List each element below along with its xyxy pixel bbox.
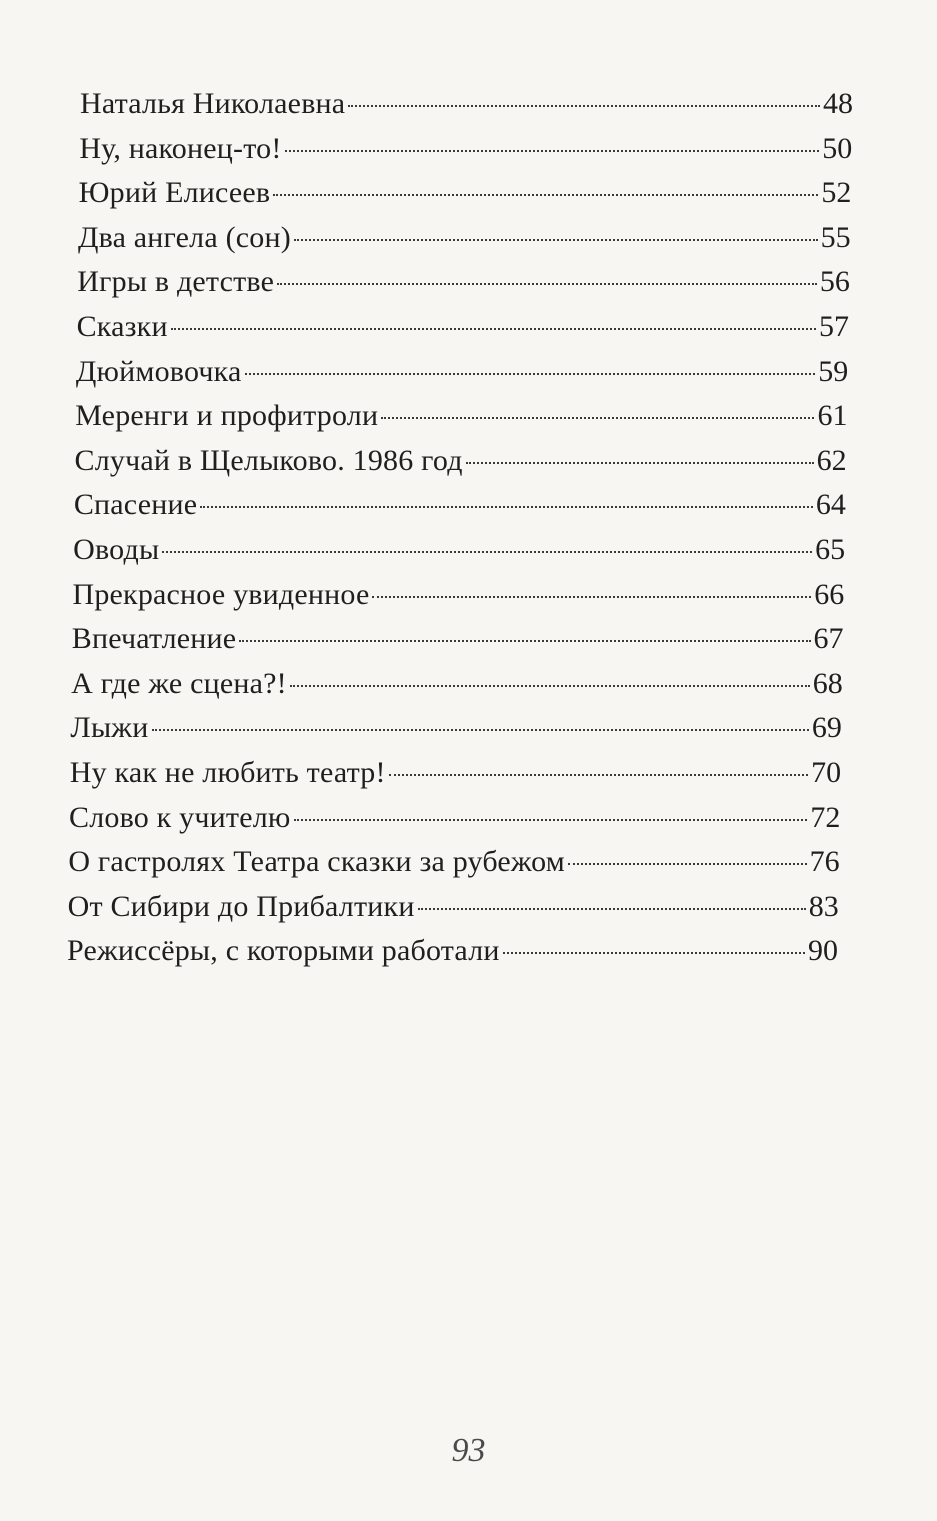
toc-entry-title: Оводы: [73, 533, 160, 566]
toc-entry-title: Сказки: [76, 310, 168, 343]
toc-entry-title: Прекрасное увиденное: [72, 577, 370, 611]
toc-entry: [77, 260, 850, 304]
toc-entry-title: Случай в Щелыково. 1986 год: [74, 443, 463, 477]
toc-dot-leader: [381, 417, 814, 419]
toc-entry-page: 55: [820, 220, 851, 254]
toc-dot-leader: [239, 640, 810, 642]
toc-dot-leader: [245, 373, 816, 375]
toc-entry-page: 50: [822, 131, 853, 165]
toc-entry-page: 72: [810, 800, 841, 834]
toc-dot-leader: [348, 105, 820, 107]
toc-dot-leader: [503, 952, 805, 954]
toc-entry-title: А где же сцена?!: [71, 666, 287, 700]
toc-entry: [68, 885, 839, 929]
toc-dot-leader: [273, 194, 818, 196]
toc-dot-leader: [466, 462, 814, 464]
toc-entry: [74, 483, 846, 527]
toc-entry-page: 83: [808, 889, 839, 923]
toc-entry-page: 56: [819, 265, 850, 299]
toc-dot-leader: [389, 774, 808, 776]
toc-entry: [76, 350, 848, 394]
toc-entry-title: Слово к учителю: [69, 800, 291, 834]
toc-entry-title: Юрий Елисеев: [78, 176, 271, 210]
toc-entry-title: Впечатление: [71, 622, 237, 656]
toc-entry-page: 67: [813, 622, 844, 656]
toc-entry-title: Наталья Николаевна: [80, 87, 346, 120]
toc-entry-page: 61: [817, 399, 848, 433]
toc-entry-page: 48: [823, 87, 853, 120]
toc-entry-page: 52: [821, 176, 852, 210]
toc-dot-leader: [277, 283, 817, 285]
toc-dot-leader: [152, 729, 809, 731]
toc-entry-title: Два ангела (сон): [77, 220, 291, 254]
toc-entry-page: 59: [818, 354, 849, 388]
toc-entry-page: 64: [815, 488, 846, 522]
toc-entry-page: 68: [812, 666, 843, 700]
toc-entry: [73, 528, 845, 572]
toc-entry: [70, 706, 842, 750]
toc-dot-leader: [568, 863, 807, 865]
toc-entry-page: 66: [814, 577, 845, 611]
toc-entry-page: 70: [811, 756, 842, 789]
toc-entry: [75, 394, 847, 438]
toc-dot-leader: [372, 596, 811, 598]
toc-entry: [68, 840, 839, 884]
toc-entry-title: Меренги и профитроли: [75, 399, 379, 433]
toc-dot-leader: [200, 506, 813, 508]
toc-entry-title: Ну, наконец-то!: [79, 131, 282, 165]
toc-dot-leader: [418, 908, 806, 910]
toc-entry-title: От Сибири до Прибалтики: [67, 889, 415, 923]
toc-entry: [72, 573, 844, 617]
toc-entry: [79, 127, 852, 171]
toc-entry: [70, 751, 841, 795]
page-number: 93: [451, 1432, 486, 1469]
toc-entry: [71, 662, 843, 706]
toc-entry-title: Дюймовочка: [75, 354, 242, 388]
toc-entry: [80, 82, 853, 126]
toc-entry-title: О гастролях Театра сказки за рубежом: [68, 845, 565, 879]
toc-entry: [72, 617, 844, 661]
toc-dot-leader: [285, 150, 820, 152]
toc-entry: [75, 439, 847, 483]
toc-entry: [78, 216, 851, 260]
toc-entry-title: Режиссёры, с которыми работали: [67, 934, 500, 968]
toc-entry-page: 62: [816, 443, 847, 477]
toc-dot-leader: [294, 819, 808, 821]
toc-entry-title: Спасение: [73, 488, 198, 522]
toc-entry-page: 65: [815, 533, 846, 566]
toc-entry-page: 76: [809, 845, 840, 879]
toc-entry-title: Игры в детстве: [77, 265, 275, 299]
toc-dot-leader: [162, 551, 812, 553]
toc-entry-page: 69: [811, 711, 842, 745]
toc-entry: [79, 171, 852, 215]
toc-dot-leader: [294, 239, 818, 241]
toc-entry: [69, 796, 840, 840]
toc-entry: [67, 929, 838, 973]
toc-dot-leader: [171, 328, 816, 330]
toc-entry-title: Лыжи: [70, 711, 149, 745]
toc-entry-title: Ну как не любить театр!: [69, 756, 386, 789]
toc-entry-page: 57: [819, 310, 850, 343]
toc-entry: [77, 305, 849, 349]
toc-entry-page: 90: [808, 934, 838, 968]
toc-dot-leader: [290, 685, 810, 687]
